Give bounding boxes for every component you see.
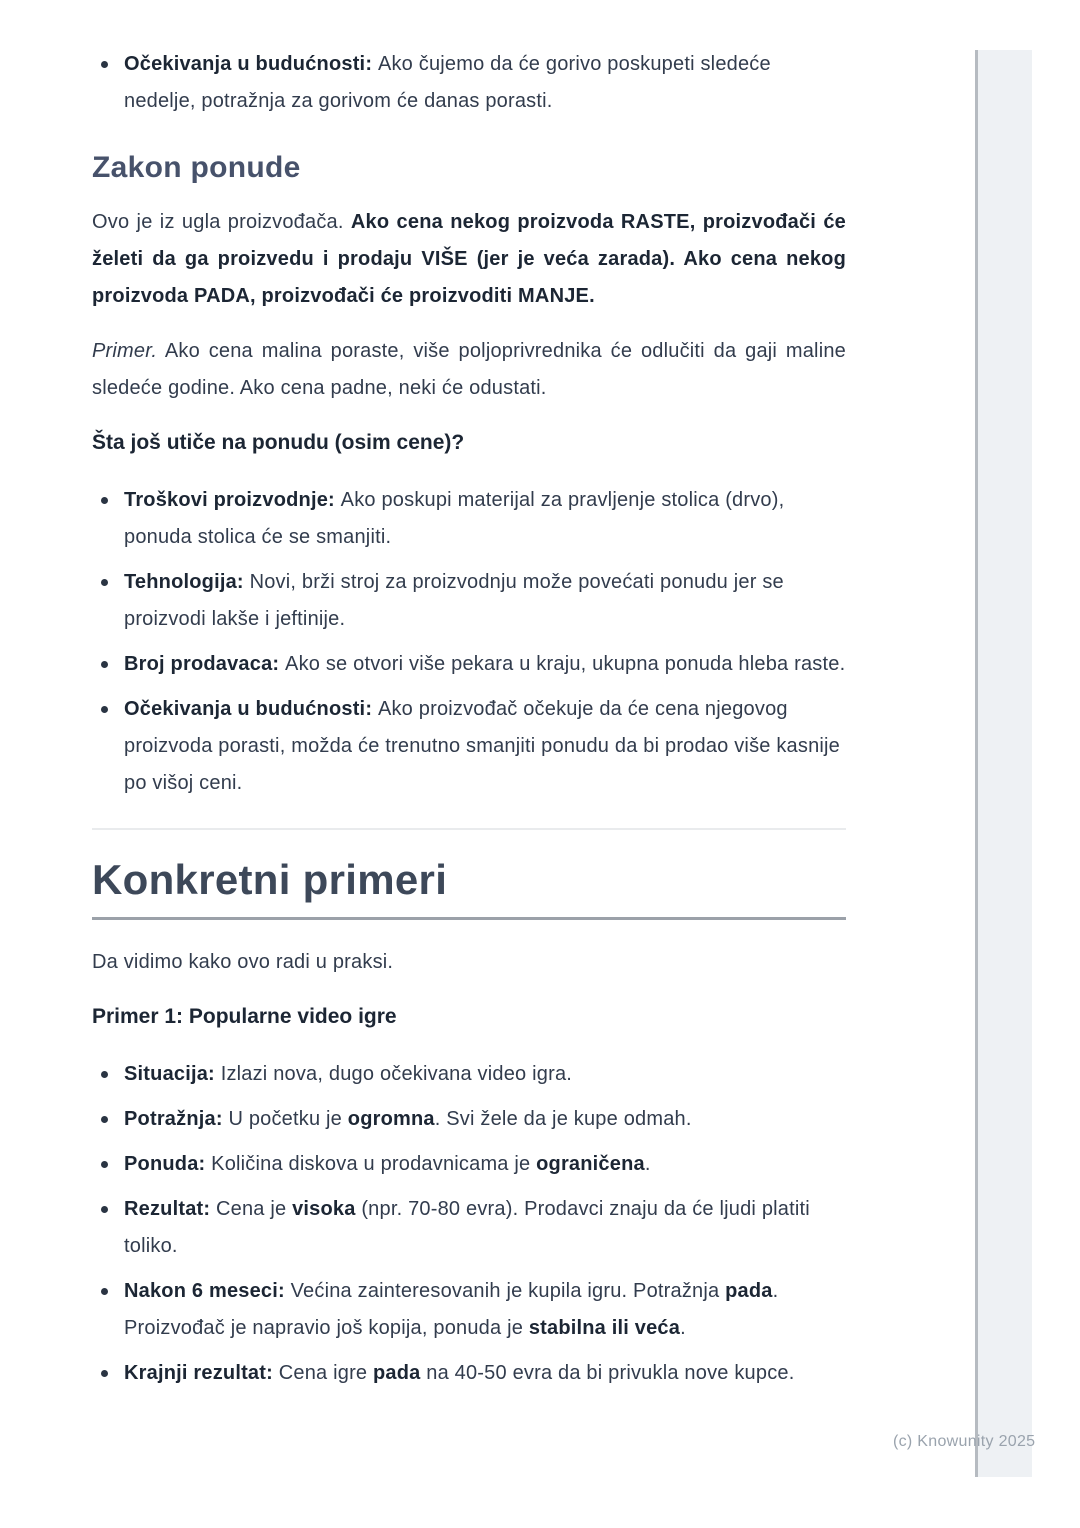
list-item-text: Očekivanja u budućnosti: Ako čujemo da će gorivo poskupeti sledeće nedelje, potražnja za gorivom će danas porasti. [124, 53, 771, 112]
list-item-text: Nakon 6 meseci: Većina zainteresovanih je kupila igru. Potražnja pada. Proizvođač je napravio još kopija, ponuda je stabilna ili veća. [124, 1279, 779, 1339]
subheading-supply-factors: Šta još utiče na ponudu (osim cene)? [92, 431, 465, 454]
demand-factors-list-tail [92, 46, 846, 120]
supply-example-paragraph: Primer. Ako cena malina poraste, više poljoprivrednika će odlučiti da gaji maline sledeće godine. Ako cena padne, neki će odustati. [92, 340, 846, 399]
list-item [92, 1101, 846, 1138]
bullet-icon [101, 1370, 108, 1377]
list-item [92, 1273, 846, 1347]
page-title-konkretni-primeri: Konkretni primeri [92, 856, 448, 904]
list-item [92, 1355, 846, 1392]
copyright-watermark: (c) Knowunity 2025 [893, 1433, 1036, 1450]
section-divider [92, 828, 846, 830]
bullet-icon [101, 706, 108, 713]
supply-intro-paragraph: Ovo je iz ugla proizvođača. Ako cena nekog proizvoda RASTE, proizvođači će želeti da ga proizvedu i prodaju VIŠE (jer je veća zarada). Ako cena nekog proizvoda PADA, proizvođači će proizvoditi MANJE. [92, 211, 846, 307]
list-item [92, 1056, 846, 1093]
list-item-text: Očekivanja u budućnosti: Ako proizvođač očekuje da će cena njegovog proizvoda porasti, možda će trenutno smanjiti ponudu da bi prodao više kasnije po višoj ceni. [124, 698, 841, 795]
bullet-icon [101, 1116, 108, 1123]
list-item-text: Potražnja: U početku je ogromna. Svi žele da je kupe odmah. [124, 1107, 692, 1130]
page-content [92, 46, 846, 1400]
examples-intro-paragraph: Da vidimo kako ovo radi u praksi. [92, 950, 394, 973]
list-item [92, 1146, 846, 1183]
bullet-icon [101, 61, 108, 68]
bullet-icon [101, 1288, 108, 1295]
bullet-icon [101, 661, 108, 668]
page-side-strip [975, 50, 1032, 1477]
list-item-text: Situacija: Izlazi nova, dugo očekivana video igra. [124, 1062, 573, 1085]
bullet-icon [101, 579, 108, 586]
bullet-icon [101, 1161, 108, 1168]
list-item-text: Ponuda: Količina diskova u prodavnicama je ograničena. [124, 1152, 651, 1175]
title-underline [92, 917, 846, 920]
supply-factors-list [92, 482, 846, 802]
section-heading-zakon-ponude: Zakon ponude [92, 151, 301, 184]
list-item [92, 482, 846, 556]
list-item-text: Broj prodavaca: Ako se otvori više pekara u kraju, ukupna ponuda hleba raste. [124, 653, 846, 676]
list-item [92, 691, 846, 802]
list-item [92, 646, 846, 683]
bullet-icon [101, 497, 108, 504]
bullet-icon [101, 1206, 108, 1213]
list-item-text: Tehnologija: Novi, brži stroj za proizvodnju može povećati ponudu jer se proizvodi lakše i jeftinije. [124, 571, 784, 631]
list-item-text: Troškovi proizvodnje: Ako poskupi materijal za pravljenje stolica (drvo), ponuda stolica će se smanjiti. [124, 489, 785, 549]
list-item-text: Rezultat: Cena je visoka (npr. 70-80 evra). Prodavci znaju da će ljudi platiti toliko. [124, 1197, 810, 1257]
list-item [92, 1191, 846, 1265]
example1-list [92, 1056, 846, 1392]
subheading-primer-1: Primer 1: Popularne video igre [92, 1004, 397, 1028]
list-item [92, 46, 846, 120]
list-item [92, 564, 846, 638]
list-item-text: Krajnji rezultat: Cena igre pada na 40-50 evra da bi privukla nove kupce. [124, 1361, 795, 1384]
bullet-icon [101, 1071, 108, 1078]
